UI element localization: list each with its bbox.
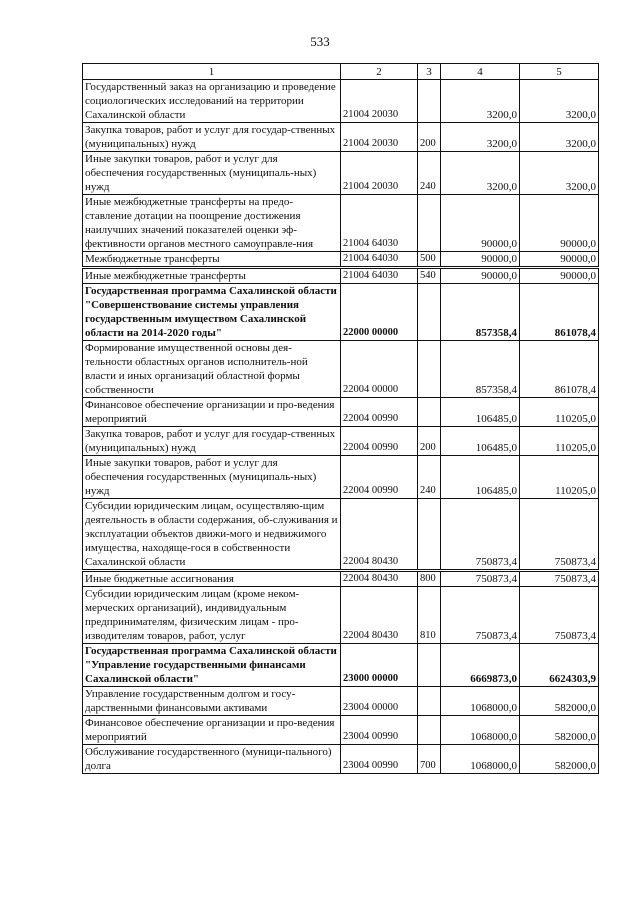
table-row <box>83 427 599 456</box>
row-code-cell: 22000 00000 <box>341 284 418 341</box>
row-value-col4-cell: 106485,0 <box>441 427 520 456</box>
row-expense-type-cell: 200 <box>418 123 441 152</box>
row-code-cell: 22004 80430 <box>341 499 418 571</box>
row-code-cell: 23004 00990 <box>341 716 418 745</box>
table-header-row <box>83 64 599 80</box>
row-code-cell: 21004 20030 <box>341 123 418 152</box>
row-value-col4-cell: 1068000,0 <box>441 716 520 745</box>
row-name-cell: Государственная программа Сахалинской области "Управление государственными финансами Сахалинской области" <box>83 644 341 687</box>
row-value-col5-cell: 90000,0 <box>520 268 599 284</box>
header-col-2: 2 <box>341 64 418 80</box>
row-name-cell: Государственный заказ на организацию и проведение социологических исследований на территории Сахалинской области <box>83 80 341 123</box>
row-name-cell: Иные закупки товаров, работ и услуг для обеспечения государственных (муниципаль-ных) нужд <box>83 152 341 195</box>
row-name-cell: Закупка товаров, работ и услуг для государ-ственных (муниципальных) нужд <box>83 427 341 456</box>
row-value-col5-cell: 582000,0 <box>520 687 599 716</box>
row-expense-type-cell: 810 <box>418 587 441 644</box>
row-name-cell: Иные межбюджетные трансферты на предо-ставление дотации на поощрение достижения наилучших значений показателей оценки эф-фективности органов местного самоуправле-ния <box>83 195 341 252</box>
row-value-col4-cell: 3200,0 <box>441 152 520 195</box>
table-row <box>83 716 599 745</box>
table-row <box>83 80 599 123</box>
table-row <box>83 284 599 341</box>
row-value-col5-cell: 750873,4 <box>520 587 599 644</box>
row-value-col5-cell: 110205,0 <box>520 398 599 427</box>
row-name-cell: Финансовое обеспечение организации и про-ведения мероприятий <box>83 398 341 427</box>
row-value-col4-cell: 106485,0 <box>441 398 520 427</box>
row-expense-type-cell: 540 <box>418 268 441 284</box>
row-code-cell: 22004 00990 <box>341 456 418 499</box>
row-value-col4-cell: 750873,4 <box>441 587 520 644</box>
row-value-col4-cell: 90000,0 <box>441 252 520 268</box>
row-value-col4-cell: 750873,4 <box>441 499 520 571</box>
row-expense-type-cell <box>418 644 441 687</box>
row-value-col4-cell: 1068000,0 <box>441 745 520 774</box>
row-name-cell: Формирование имущественной основы дея-тельности областных органов исполнитель-ной власти и иных организаций областной формы собственности <box>83 341 341 398</box>
row-value-col5-cell: 6624303,9 <box>520 644 599 687</box>
row-expense-type-cell: 500 <box>418 252 441 268</box>
row-code-cell: 21004 64030 <box>341 252 418 268</box>
table-row <box>83 745 599 774</box>
row-code-cell: 21004 64030 <box>341 195 418 252</box>
row-code-cell: 21004 20030 <box>341 152 418 195</box>
row-expense-type-cell: 800 <box>418 571 441 587</box>
table-row <box>83 195 599 252</box>
row-expense-type-cell <box>418 195 441 252</box>
row-name-cell: Обслуживание государственного (муници-пального) долга <box>83 745 341 774</box>
budget-table <box>82 63 599 774</box>
row-expense-type-cell <box>418 398 441 427</box>
page-number: 533 <box>310 34 330 49</box>
table-row <box>83 268 599 284</box>
table-row <box>83 398 599 427</box>
table-row <box>83 644 599 687</box>
row-expense-type-cell: 700 <box>418 745 441 774</box>
row-value-col4-cell: 3200,0 <box>441 123 520 152</box>
table-row <box>83 123 599 152</box>
row-value-col5-cell: 110205,0 <box>520 456 599 499</box>
row-name-cell: Межбюджетные трансферты <box>83 252 341 268</box>
row-value-col5-cell: 3200,0 <box>520 123 599 152</box>
row-expense-type-cell: 240 <box>418 456 441 499</box>
header-col-5: 5 <box>520 64 599 80</box>
row-code-cell: 22004 00000 <box>341 341 418 398</box>
row-value-col4-cell: 6669873,0 <box>441 644 520 687</box>
table-row <box>83 252 599 268</box>
table-row <box>83 152 599 195</box>
row-value-col5-cell: 3200,0 <box>520 152 599 195</box>
row-value-col4-cell: 90000,0 <box>441 268 520 284</box>
row-expense-type-cell: 240 <box>418 152 441 195</box>
row-value-col5-cell: 861078,4 <box>520 341 599 398</box>
row-expense-type-cell: 200 <box>418 427 441 456</box>
row-value-col5-cell: 582000,0 <box>520 745 599 774</box>
row-value-col4-cell: 1068000,0 <box>441 687 520 716</box>
table-row <box>83 687 599 716</box>
row-code-cell: 22004 80430 <box>341 587 418 644</box>
row-name-cell: Управление государственным долгом и госу-дарственными финансовыми активами <box>83 687 341 716</box>
row-code-cell: 21004 64030 <box>341 268 418 284</box>
row-value-col5-cell: 3200,0 <box>520 80 599 123</box>
row-name-cell: Иные закупки товаров, работ и услуг для обеспечения государственных (муниципаль-ных) нужд <box>83 456 341 499</box>
row-value-col4-cell: 3200,0 <box>441 80 520 123</box>
row-expense-type-cell <box>418 687 441 716</box>
row-name-cell: Государственная программа Сахалинской области "Совершенствование системы управления государственным имуществом Сахалинской области на 2014-2020 годы" <box>83 284 341 341</box>
row-expense-type-cell <box>418 284 441 341</box>
header-col-1: 1 <box>83 64 341 80</box>
row-value-col5-cell: 750873,4 <box>520 571 599 587</box>
row-value-col4-cell: 106485,0 <box>441 456 520 499</box>
row-expense-type-cell <box>418 716 441 745</box>
row-value-col5-cell: 90000,0 <box>520 252 599 268</box>
row-expense-type-cell <box>418 341 441 398</box>
row-name-cell: Иные бюджетные ассигнования <box>83 571 341 587</box>
row-code-cell: 23000 00000 <box>341 644 418 687</box>
row-expense-type-cell <box>418 80 441 123</box>
row-name-cell: Закупка товаров, работ и услуг для государ-ственных (муниципальных) нужд <box>83 123 341 152</box>
row-value-col4-cell: 857358,4 <box>441 284 520 341</box>
row-value-col4-cell: 750873,4 <box>441 571 520 587</box>
table-row <box>83 571 599 587</box>
table-row <box>83 456 599 499</box>
row-name-cell: Субсидии юридическим лицам, осуществляю-щим деятельность в области содержания, об-служивания и эксплуатации объектов движи-мого и недвижимого имущества, находяще-гося в собственности Сахалинской области <box>83 499 341 571</box>
row-code-cell: 23004 00990 <box>341 745 418 774</box>
row-code-cell: 22004 00990 <box>341 398 418 427</box>
row-value-col5-cell: 861078,4 <box>520 284 599 341</box>
row-value-col5-cell: 110205,0 <box>520 427 599 456</box>
row-expense-type-cell <box>418 499 441 571</box>
row-name-cell: Финансовое обеспечение организации и про-ведения мероприятий <box>83 716 341 745</box>
row-value-col4-cell: 90000,0 <box>441 195 520 252</box>
row-value-col5-cell: 750873,4 <box>520 499 599 571</box>
row-code-cell: 22004 80430 <box>341 571 418 587</box>
table-row <box>83 341 599 398</box>
row-name-cell: Иные межбюджетные трансферты <box>83 268 341 284</box>
row-name-cell: Субсидии юридическим лицам (кроме неком-мерческих организаций), индивидуальным предпринимателям, физическим лицам - про-изводителям товаров, работ, услуг <box>83 587 341 644</box>
table-body <box>83 80 599 774</box>
table-row <box>83 499 599 571</box>
row-value-col4-cell: 857358,4 <box>441 341 520 398</box>
header-col-4: 4 <box>441 64 520 80</box>
row-value-col5-cell: 582000,0 <box>520 716 599 745</box>
row-code-cell: 22004 00990 <box>341 427 418 456</box>
table-row <box>83 587 599 644</box>
header-col-3: 3 <box>418 64 441 80</box>
row-code-cell: 21004 20030 <box>341 80 418 123</box>
row-code-cell: 23004 00000 <box>341 687 418 716</box>
row-value-col5-cell: 90000,0 <box>520 195 599 252</box>
